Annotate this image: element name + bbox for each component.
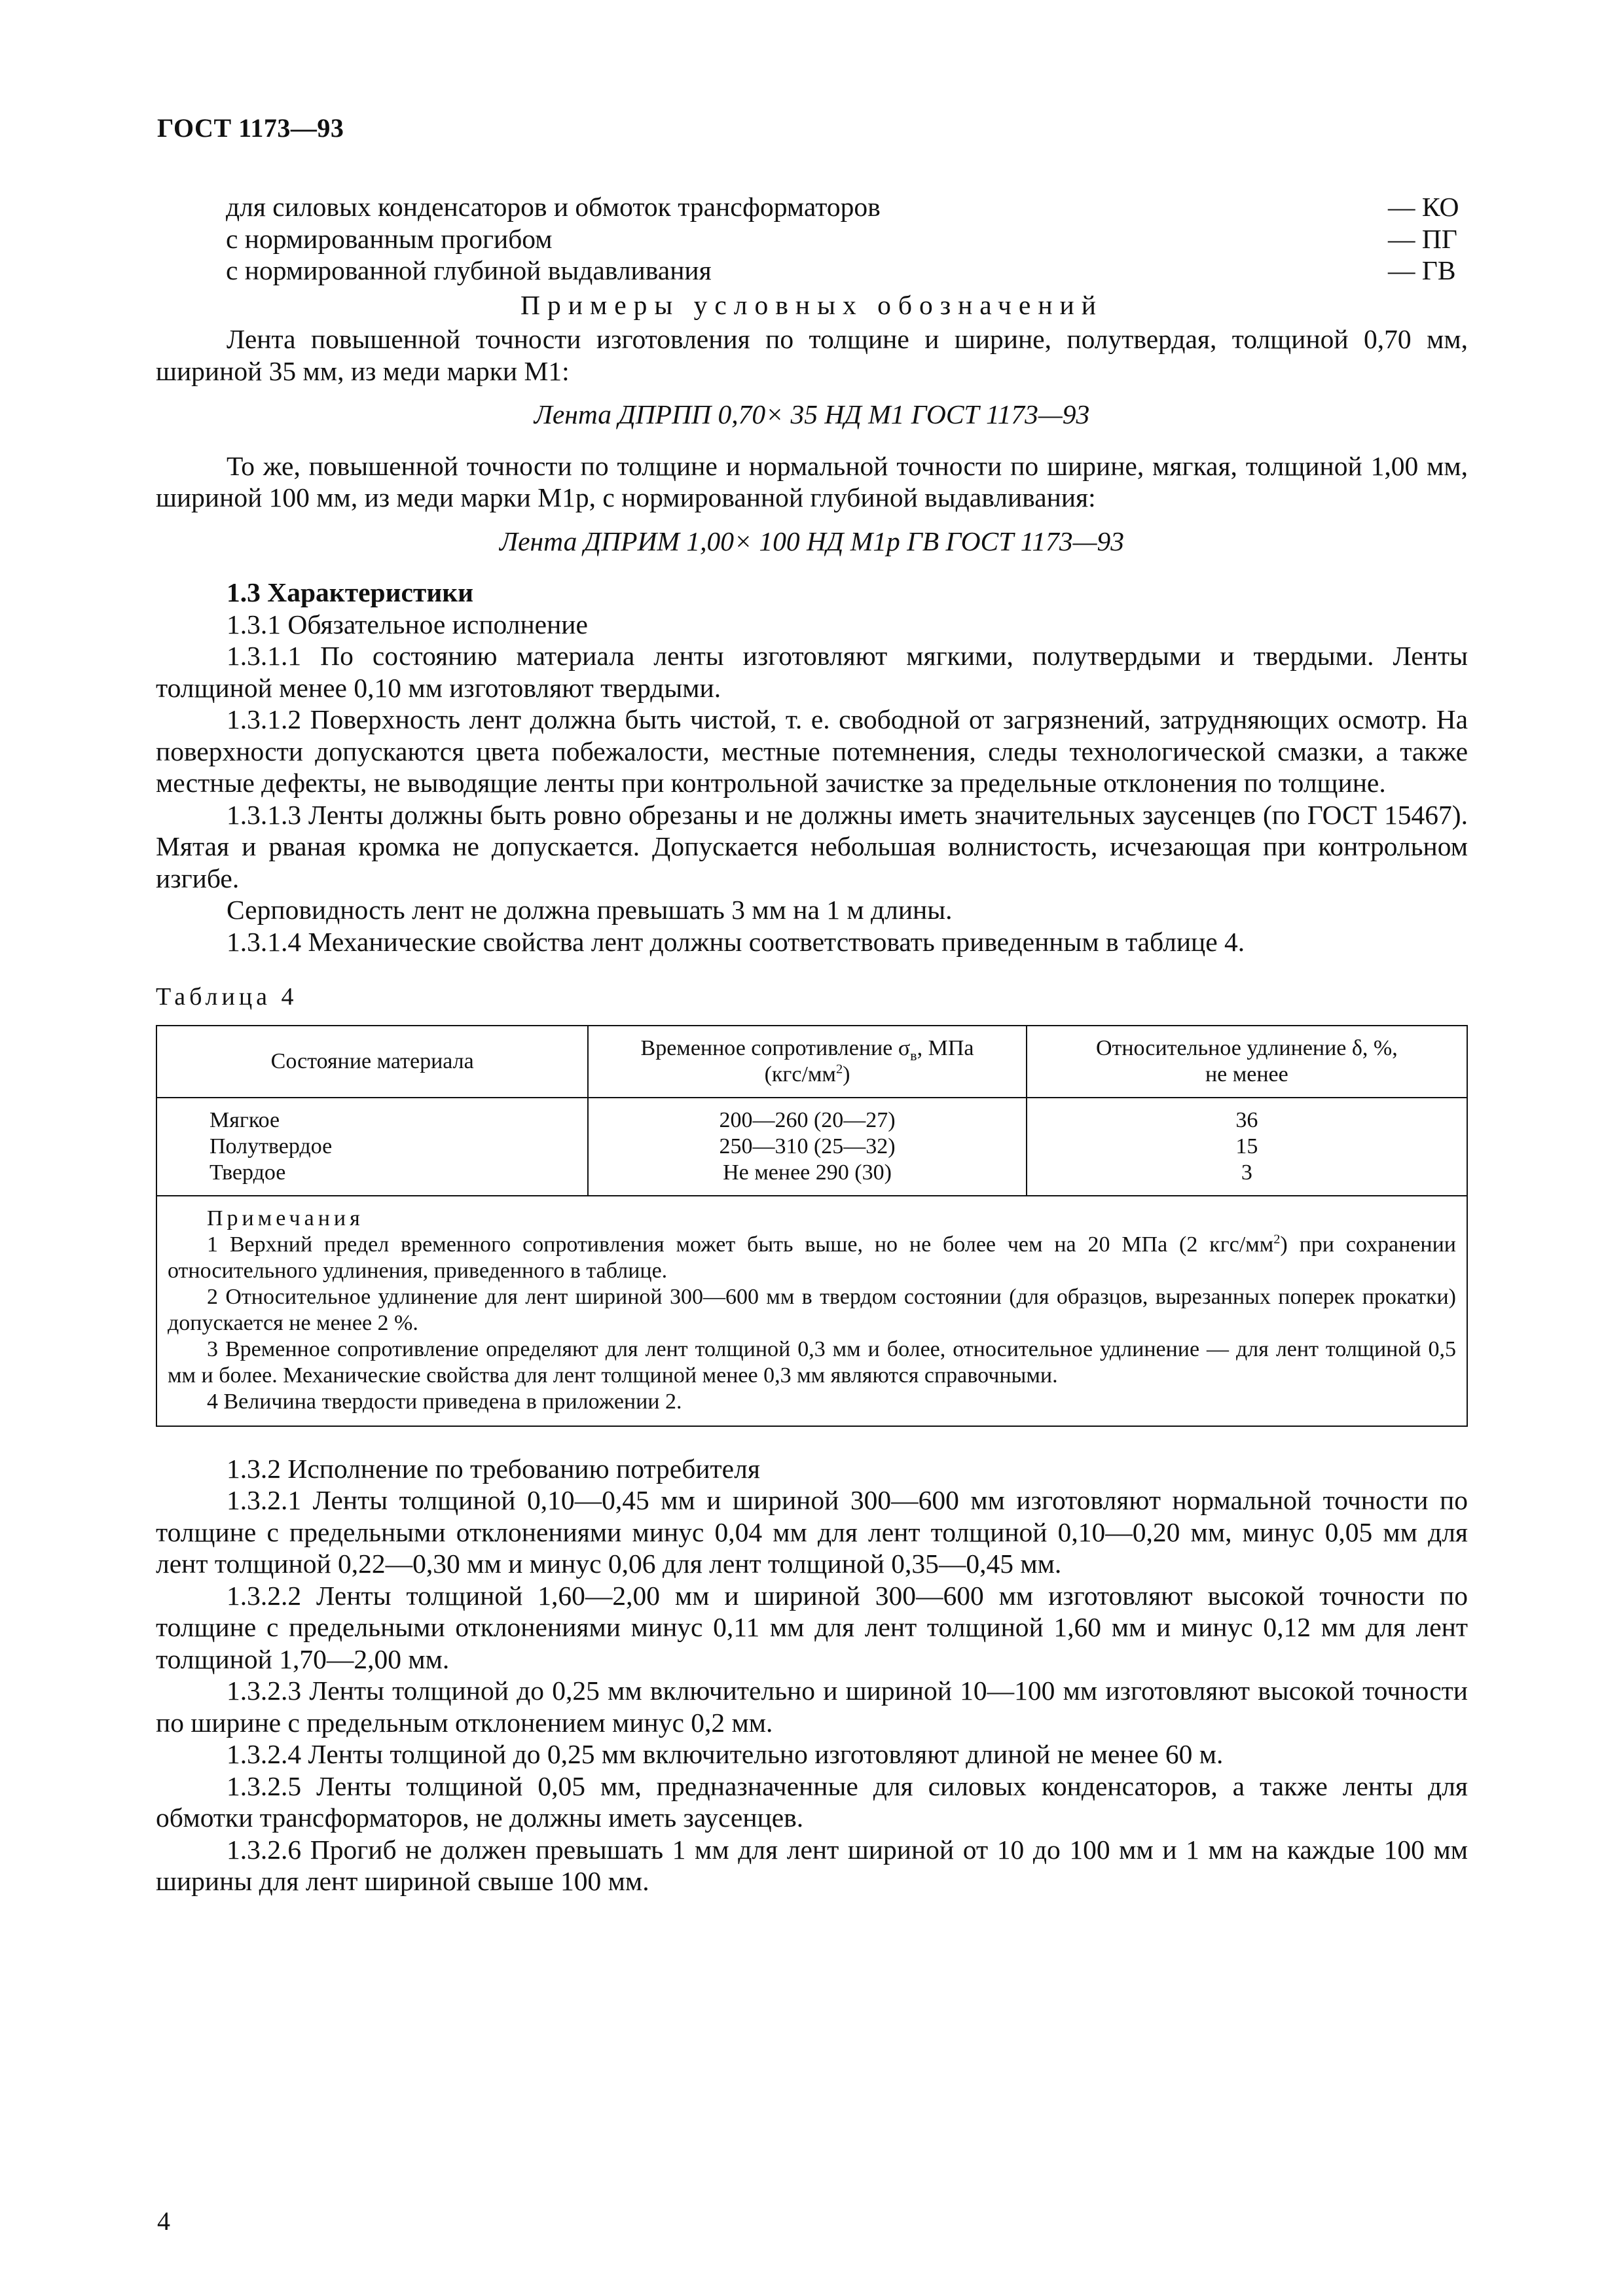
paragraph-1-3-2-3: 1.3.2.3 Ленты толщиной до 0,25 мм включительно и шириной 10—100 мм изготовляют высокой точности по ширине с предельным отклонением минус 0,2 мм. bbox=[156, 1676, 1468, 1738]
paragraph-1-3-1-4: 1.3.1.4 Механические свойства лент должны соответствовать приведенным в таблице 4. bbox=[227, 926, 1245, 957]
cell-strength: 250—310 (25—32) bbox=[588, 1134, 1026, 1160]
paragraph-1-3-1-1: 1.3.1.1 По состоянию материала ленты изготовляют мягкими, полутвердыми и твердыми. Ленты толщиной менее 0,10 мм изготовляют твердыми. bbox=[156, 641, 1468, 703]
designation-codes-list bbox=[156, 191, 1468, 287]
page-number: 4 bbox=[157, 2206, 170, 2236]
cell-state: Твердое bbox=[156, 1160, 588, 1196]
code-value: — КО bbox=[1388, 192, 1459, 222]
code-row bbox=[156, 223, 1468, 255]
column-header-strength: Временное сопротивление $\sigma_в$, МПа $(кгс/мм^2)$ bbox=[588, 1026, 1026, 1098]
code-row bbox=[156, 191, 1468, 223]
table-notes-row bbox=[156, 1196, 1467, 1426]
cell-elongation: 3 bbox=[1027, 1160, 1467, 1196]
paragraph-1-3-2-4: 1.3.2.4 Ленты толщиной до 0,25 мм включительно изготовляют длиной не менее 60 м. bbox=[227, 1739, 1224, 1769]
table-note-3: 3 Временное сопротивление определяют для лент толщиной 0,3 мм и более, относительное удлинение — для лент толщиной 0,5 мм и более. Механические свойства для лент толщиной менее 0,3 мм являются справочными. bbox=[168, 1336, 1456, 1388]
table-note-4: 4 Величина твердости приведена в приложении 2. bbox=[207, 1389, 682, 1414]
table-row bbox=[156, 1098, 1467, 1134]
table-notes bbox=[156, 1196, 1467, 1426]
table-caption: Таблица 4 bbox=[156, 983, 298, 1011]
code-value: — ГВ bbox=[1388, 255, 1456, 285]
section-heading-1-3: 1.3 Характеристики bbox=[227, 577, 474, 607]
notes-title: Примечания bbox=[207, 1206, 364, 1230]
code-row bbox=[156, 255, 1468, 287]
cell-strength: 200—260 (20—27) bbox=[588, 1098, 1026, 1134]
cell-elongation: 15 bbox=[1027, 1134, 1467, 1160]
paragraph-serpovidnost: Серповидность лент не должна превышать 3 мм на 1 м длины. bbox=[227, 895, 953, 925]
table-4 bbox=[156, 1025, 1468, 1427]
table-header-row bbox=[156, 1026, 1467, 1098]
table-note-1: 1 Верхний предел временного сопротивления может быть выше, но не более чем на 20 МПа (2 кгс/$мм^2$) при сохранении относительного удлинения, приведенного в таблице. bbox=[168, 1232, 1457, 1283]
paragraph-1-3-2-1: 1.3.2.1 Ленты толщиной 0,10—0,45 мм и шириной 300—600 мм изготовляют нормальной точности по толщине с предельными отклонениями минус 0,04 мм для лент толщиной 0,10—0,20 мм, минус 0,05 мм для лент толщиной 0,22—0,30 мм и минус 0,06 для лент толщиной 0,35—0,45 мм. bbox=[156, 1485, 1468, 1579]
example1-designation: Лента ДПРПП 0,70× 35 НД М1 ГОСТ 1173—93 bbox=[534, 399, 1090, 429]
column-header-state: Состояние материала bbox=[156, 1026, 588, 1098]
paragraph-1-3-2-2: 1.3.2.2 Ленты толщиной 1,60—2,00 мм и шириной 300—600 мм изготовляют высокой точности по толщине с предельными отклонениями минус 0,11 мм для лент толщиной 1,60 мм и минус 0,12 мм для лент толщиной 1,70—2,00 мм. bbox=[156, 1580, 1468, 1674]
section-heading-1-3-1: 1.3.1 Обязательное исполнение bbox=[227, 609, 588, 639]
code-value: — ПГ bbox=[1388, 223, 1457, 254]
examples-heading: Примеры условных обозначений bbox=[520, 289, 1103, 320]
page-content bbox=[156, 191, 1468, 1897]
standard-header: ГОСТ 1173—93 bbox=[157, 113, 344, 143]
table-row bbox=[156, 1160, 1467, 1196]
paragraph-1-3-2-5: 1.3.2.5 Ленты толщиной 0,05 мм, предназначенные для силовых конденсаторов, а также ленты для обмотки трансформаторов, не должны иметь заусенцев. bbox=[156, 1770, 1468, 1833]
paragraph-1-3-1-3: 1.3.1.3 Ленты должны быть ровно обрезаны и не должны иметь значительных заусенцев (по ГОСТ 15467). Мятая и рваная кромка не допускается. Допускается небольшая волнистость, исчезающая при контрольном изгибе. bbox=[156, 799, 1468, 893]
code-description: для силовых конденсаторов и обмоток трансформаторов bbox=[226, 192, 881, 222]
paragraph-1-3-2-6: 1.3.2.6 Прогиб не должен превышать 1 мм для лент шириной от 10 до 100 мм и 1 мм на каждые 100 мм ширины для лент шириной свыше 100 мм. bbox=[156, 1834, 1468, 1896]
table-row bbox=[156, 1134, 1467, 1160]
section-heading-1-3-2: 1.3.2 Исполнение по требованию потребителя bbox=[227, 1453, 760, 1484]
code-description: с нормированной глубиной выдавливания bbox=[226, 255, 712, 285]
cell-elongation: 36 bbox=[1027, 1098, 1467, 1134]
table-note-2: 2 Относительное удлинение для лент шириной 300—600 мм в твердом состоянии (для образцов, вырезанных поперек прокатки) допускается не менее 2 %. bbox=[168, 1284, 1456, 1335]
example2-text: То же, повышенной точности по толщине и нормальной точности по ширине, мягкая, толщиной 1,00 мм, шириной 100 мм, из меди марки М1р, с нормированной глубиной выдавливания: bbox=[156, 450, 1468, 512]
column-header-elongation: Относительное удлинение δ, %, не менее bbox=[1027, 1026, 1467, 1098]
example1-text: Лента повышенной точности изготовления по толщине и ширине, полутвердая, толщиной 0,70 мм, шириной 35 мм, из меди марки М1: bbox=[156, 324, 1468, 386]
code-description: с нормированным прогибом bbox=[226, 223, 553, 254]
example2-designation: Лента ДПРИМ 1,00× 100 НД М1р ГВ ГОСТ 1173—93 bbox=[500, 526, 1124, 556]
cell-state: Мягкое bbox=[156, 1098, 588, 1134]
paragraph-1-3-1-2: 1.3.1.2 Поверхность лент должна быть чистой, т. е. свободной от загрязнений, затрудняющих осмотр. На поверхности допускаются цвета побежалости, местные потемнения, следы технологической смазки, а также местные дефекты, не выводящие ленты при контрольной зачистке за предельные отклонения по толщине. bbox=[156, 704, 1468, 798]
cell-strength: Не менее 290 (30) bbox=[588, 1160, 1026, 1196]
cell-state: Полутвердое bbox=[156, 1134, 588, 1160]
